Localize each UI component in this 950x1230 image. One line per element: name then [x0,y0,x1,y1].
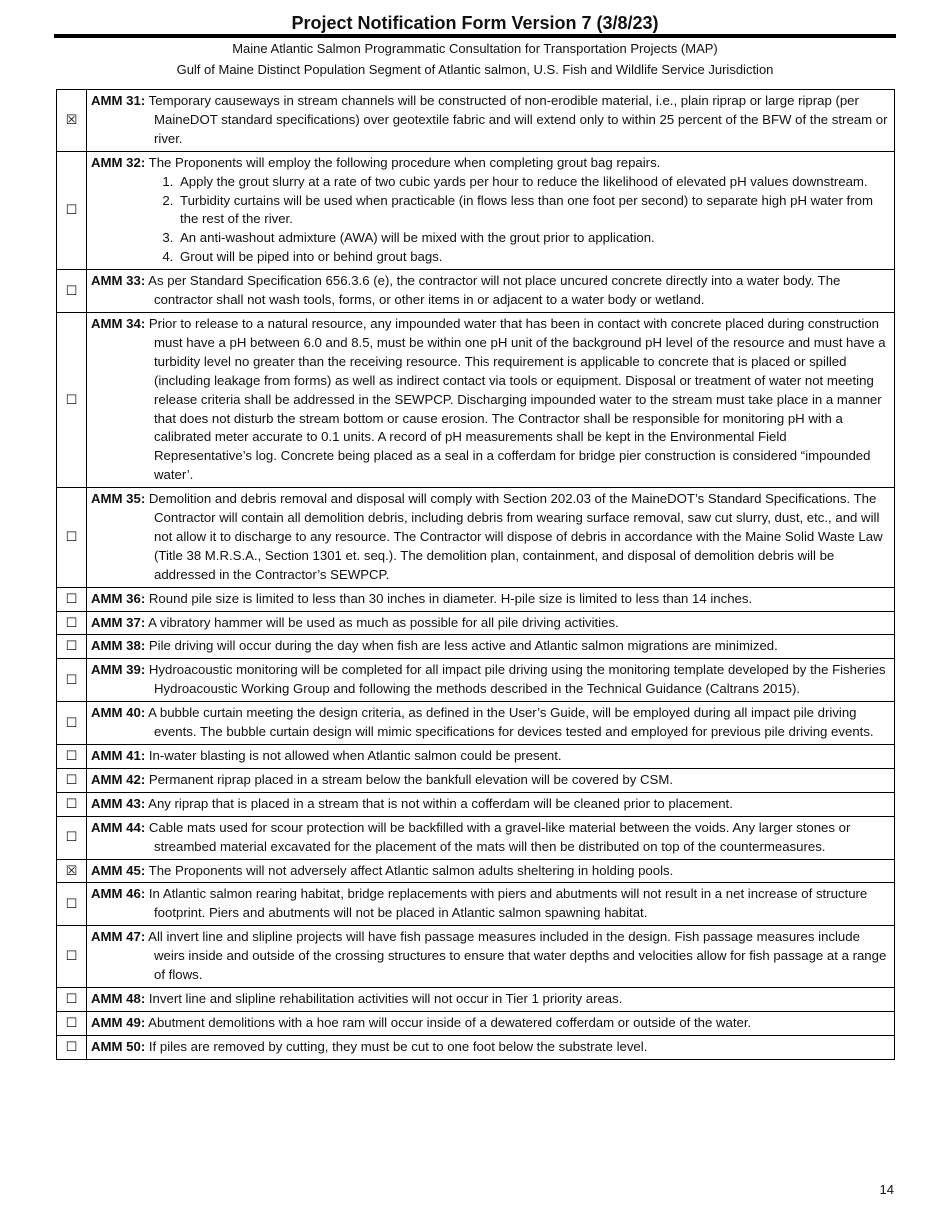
amm-checkbox[interactable]: ☐ [57,926,87,988]
amm-label: AMM 48: [91,990,146,1006]
amm-row [57,702,895,745]
amm-row [57,635,895,659]
amm-row [57,859,895,883]
amm-checkbox[interactable]: ☐ [57,987,87,1011]
amm-row [57,816,895,859]
amm-checkbox[interactable]: ☐ [57,611,87,635]
amm-label: AMM 33: [91,273,146,289]
amm-content [87,816,895,859]
amm-content [87,883,895,926]
amm-measure [91,747,888,766]
amm-checkbox[interactable]: ☐ [57,792,87,816]
amm-label: AMM 41: [91,748,146,763]
amm-text: A bubble curtain meeting the design criteria, as defined in the User’s Guide, will be employed during all impact pile driving events. The bubble curtain design will mimic specifications for devices tested and employed for previous pile driving events. [148,705,874,740]
amm-label: AMM 38: [91,638,146,654]
amm-label: AMM 31: [91,93,146,108]
amm-label: AMM 43: [91,795,146,811]
amm-measure [91,1038,888,1057]
amm-row [57,90,895,152]
amm-row [57,768,895,792]
amm-checkbox[interactable]: ☒ [57,90,87,152]
amm-content [87,768,895,792]
amm-label: AMM 36: [91,590,146,606]
amm-measure [91,819,888,857]
amm-measure [91,590,888,609]
procedure-step: 3. An anti-washout admixture (AWA) will be mixed with the grout prior to application. [177,229,888,248]
amm-row [57,587,895,611]
grout-procedure-list [91,173,888,268]
amm-measure [91,990,888,1009]
form-title: Project Notification Form Version 7 (3/8/23) [291,13,659,33]
amm-checkbox[interactable]: ☐ [57,587,87,611]
amm-row [57,611,895,635]
amm-checkbox[interactable]: ☐ [57,745,87,769]
amm-checkbox[interactable]: ☐ [57,1011,87,1035]
amm-text: Temporary causeways in stream channels will be constructed of non-erodible material, i.e., plain riprap or large riprap (per MaineDOT standard specifications) over geotextile fabric and will extend only to within 25 percent of the BFW of the stream or river. [148,93,888,146]
amm-content [87,635,895,659]
amm-row [57,745,895,769]
amm-measure [91,928,888,985]
amm-content [87,90,895,152]
amm-row [57,883,895,926]
amm-measure [91,614,888,633]
amm-text: The Proponents will not adversely affect Atlantic salmon adults sheltering in holding pools. [148,862,674,878]
amm-checkbox[interactable]: ☐ [57,151,87,269]
amm-row [57,987,895,1011]
amm-measure [91,862,888,881]
amm-measure [91,885,888,923]
amm-label: AMM 42: [91,771,146,787]
amm-label: AMM 37: [91,614,146,630]
amm-content [87,702,895,745]
amm-measure [91,704,888,742]
amm-measure [91,154,888,173]
amm-measure [91,92,888,149]
title-divider [54,34,896,38]
amm-label: AMM 50: [91,1038,146,1054]
amm-text: Round pile size is limited to less than 30 inches in diameter. H-pile size is limited to less than 14 inches. [148,590,753,606]
amm-text: If piles are removed by cutting, they must be cut to one foot below the substrate level. [148,1038,648,1054]
amm-content [87,745,895,769]
amm-text: All invert line and slipline projects will have fish passage measures included in the design. Fish passage measures include weirs inside and outside of the crossing structures to ensure that water depths and velocities allow for fish passage at a range of flows. [148,929,887,983]
amm-text: In Atlantic salmon rearing habitat, bridge replacements with piers and abutments will not result in a net increase of structure footprint. Piers and abutments will not be placed in Atlantic salmon spawning habitat. [148,886,868,921]
amm-checkbox[interactable]: ☐ [57,488,87,588]
jurisdiction-subtitle: Gulf of Maine Distinct Population Segment of Atlantic salmon, U.S. Fish and Wildlife Service Jurisdiction [176,62,774,77]
amm-checkbox[interactable]: ☐ [57,635,87,659]
amm-text: As per Standard Specification 656.3.6 (e), the contractor will not place uncured concrete directly into a water body. The contractor shall not wash tools, forms, or other items in or adjacent to a water body or wetland. [148,273,841,308]
amm-label: AMM 47: [91,929,146,945]
amm-label: AMM 46: [91,886,146,902]
program-subtitle: Maine Atlantic Salmon Programmatic Consultation for Transportation Projects (MAP) [232,41,718,56]
procedure-step: 2. Turbidity curtains will be used when practicable (in flows less than one foot per second) to separate high pH water from the rest of the river. [177,192,888,230]
amm-measure [91,315,888,485]
amm-content [87,488,895,588]
amm-checkbox[interactable]: ☒ [57,859,87,883]
amm-row [57,270,895,313]
amm-content [87,659,895,702]
amm-checkbox[interactable]: ☐ [57,1035,87,1059]
amm-measure [91,490,888,585]
amm-label: AMM 45: [91,862,146,878]
amm-checkbox[interactable]: ☐ [57,768,87,792]
amm-row [57,151,895,269]
amm-content [87,312,895,487]
amm-measure [91,661,888,699]
amm-text: Pile driving will occur during the day when fish are less active and Atlantic salmon migrations are minimized. [148,638,778,654]
amm-checkbox[interactable]: ☐ [57,312,87,487]
procedure-step: 1. Apply the grout slurry at a rate of two cubic yards per hour to reduce the likelihood of elevated pH values downstream. [177,173,888,192]
amm-text: Cable mats used for scour protection will be backfilled with a gravel-like material between the voids. Any larger stones or streambed material excavated for the placement of the mats will then be distributed on top of the countermeasures. [148,819,851,854]
page-number: 14 [879,1182,894,1197]
amm-content [87,792,895,816]
amm-content [87,1011,895,1035]
amm-checkbox[interactable]: ☐ [57,659,87,702]
amm-checkbox[interactable]: ☐ [57,816,87,859]
amm-measure [91,771,888,790]
amm-measure [91,272,888,310]
procedure-step: 4. Grout will be piped into or behind grout bags. [177,248,888,267]
amm-text: The Proponents will employ the following procedure when completing grout bag repairs. [148,154,661,170]
amm-label: AMM 39: [91,662,146,678]
amm-text: A vibratory hammer will be used as much as possible for all pile driving activities. [148,614,619,630]
amm-label: AMM 49: [91,1014,146,1030]
amm-content [87,987,895,1011]
amm-checkbox[interactable]: ☐ [57,883,87,926]
amm-row [57,792,895,816]
amm-text: Permanent riprap placed in a stream below the bankfull elevation will be covered by CSM. [148,771,673,787]
amm-row [57,1011,895,1035]
amm-checkbox[interactable]: ☐ [57,270,87,313]
amm-content [87,151,895,269]
amm-row [57,1035,895,1059]
amm-content [87,1035,895,1059]
amm-text: Hydroacoustic monitoring will be completed for all impact pile driving using the monitoring template developed by the Fisheries Hydroacoustic Working Group and following the methods described in the Technical Guidance (Caltrans 2015). [148,662,886,697]
amm-label: AMM 34: [91,315,146,331]
amm-content [87,611,895,635]
amm-row [57,926,895,988]
amm-text: Prior to release to a natural resource, any impounded water that has been in contact with concrete placed during construction must have a pH between 6.0 and 8.5, must be within one pH unit of the background pH level of the resource and must have a turbidity level no greater than the receiving resource. This requirement is applicable to concrete that is placed or spilled (including leakage from forms) as well as indirect contact via tools or equipment. Disposal or treatment of water not meeting release criteria shall be addressed in the SEWPCP. Discharging impounded water to the stream must take place in a manner that does not disturb the stream bottom or cause erosion. The Contractor shall be responsible for monitoring pH with a calibrated meter accurate to 0.1 units. A record of pH measurements shall be kept in the Environmental Field Representative’s log. Concrete being placed as a seal in a cofferdam for bridge pier construction is considered “impounded water’. [148,315,886,483]
amm-text: Abutment demolitions with a hoe ram will occur inside of a dewatered cofferdam or outside of the water. [148,1014,752,1030]
amm-content [87,270,895,313]
amm-row [57,659,895,702]
amm-text: Demolition and debris removal and disposal will comply with Section 202.03 of the MaineDOT’s Standard Specifications. The Contractor will contain all demolition debris, including debris from wearing surface removal, saw cut slurry, dust, etc., and will not allow it to discharge to any resource. The Contractor will dispose of debris in accordance with the Maine Solid Waste Law (Title 38 M.R.S.A., Section 1301 et. seq.). The demolition plan, containment, and disposal of demolition debris will be addressed in the Contractor’s SEWPCP. [148,491,883,582]
amm-measure [91,637,888,656]
amm-content [87,587,895,611]
amm-content [87,926,895,988]
amm-label: AMM 32: [91,154,146,170]
amm-row [57,488,895,588]
amm-text: Invert line and slipline rehabilitation activities will not occur in Tier 1 priority areas. [148,990,623,1006]
amm-label: AMM 35: [91,491,146,507]
amm-label: AMM 40: [91,705,146,721]
amm-text: In-water blasting is not allowed when Atlantic salmon could be present. [148,748,562,763]
amm-label: AMM 44: [91,819,146,835]
amm-table [56,89,895,1060]
amm-content [87,859,895,883]
amm-text: Any riprap that is placed in a stream that is not within a cofferdam will be cleaned prior to placement. [148,795,733,811]
amm-row [57,312,895,487]
amm-measure [91,795,888,814]
amm-checkbox[interactable]: ☐ [57,702,87,745]
amm-measure [91,1014,888,1033]
